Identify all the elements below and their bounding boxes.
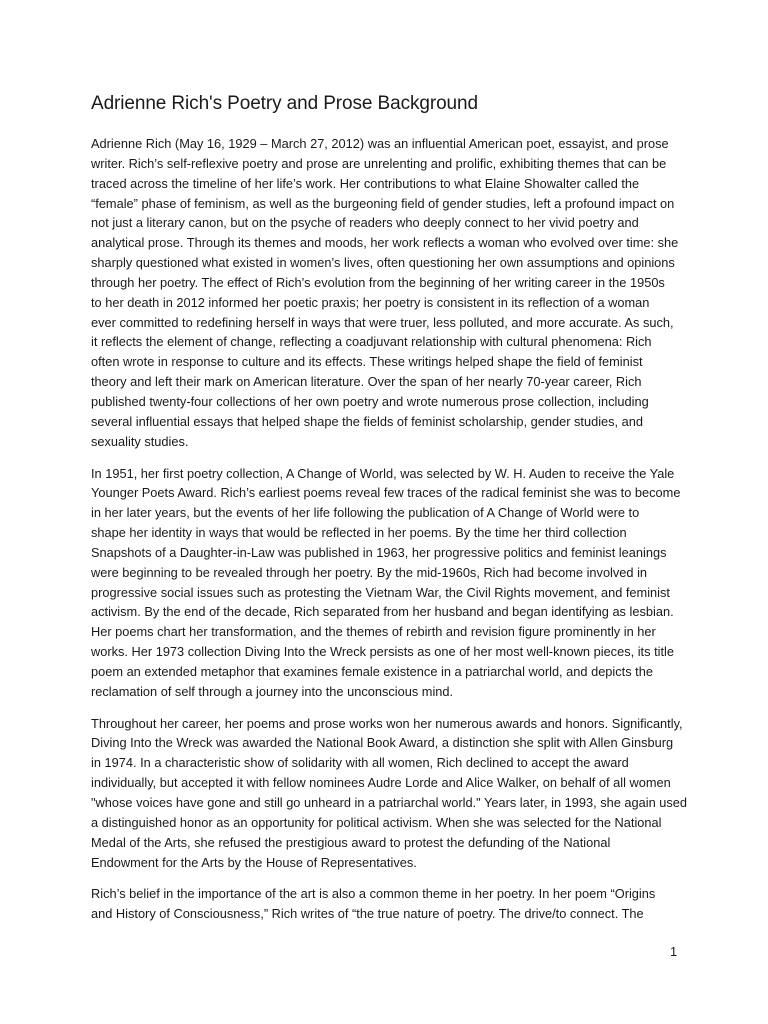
text-line: ever committed to redefining herself in ways that were truer, less polluted, and more accurate. As such, — [91, 314, 674, 330]
text-line: to her death in 2012 informed her poetic praxis; her poetry is consistent in its reflection of a woman — [91, 294, 650, 310]
text-line: sharply questioned what existed in women’s lives, often questioning her own assumptions and opinions — [91, 255, 675, 271]
paragraph — [91, 134, 691, 452]
text-line: shape her identity in ways that would be reflected in her poems. By the time her third collection — [91, 525, 627, 541]
text-line: individually, but accepted it with fellow nominees Audre Lorde and Alice Walker, on behalf of all women — [91, 775, 671, 791]
text-line: poem an extended metaphor that examines female existence in a patriarchal world, and depicts the — [91, 663, 653, 679]
text-line: Throughout her career, her poems and prose works won her numerous awards and honors. Significantly, — [91, 715, 683, 731]
text-line: progressive social issues such as protesting the Vietnam War, the Civil Rights movement, and feminist — [91, 584, 670, 600]
text-line: often wrote in response to culture and its effects. These writings helped shape the field of feminist — [91, 354, 643, 370]
text-line: In 1951, her first poetry collection, A Change of World, was selected by W. H. Auden to receive the Yale — [91, 465, 675, 481]
text-line: reclamation of self through a journey into the unconscious mind. — [91, 683, 454, 699]
text-line: through her poetry. The effect of Rich’s evolution from the beginning of her writing career in the 1950s — [91, 274, 665, 290]
document-title: Adrienne Rich's Poetry and Prose Background — [91, 93, 478, 114]
text-line: theory and left their mark on American literature. Over the span of her nearly 70-year career, Rich — [91, 374, 642, 390]
text-line: were beginning to be revealed through her poetry. By the mid-1960s, Rich had become involved in — [91, 564, 648, 580]
paragraph — [91, 464, 691, 702]
text-line: Diving Into the Wreck was awarded the National Book Award, a distinction she split with Allen Ginsburg — [91, 735, 674, 751]
text-line: “female” phase of feminism, as well as the burgeoning field of gender studies, left a profound impact on — [91, 195, 675, 211]
text-line: "whose voices have gone and still go unheard in a patriarchal world." Years later, in 1993, she again used — [91, 795, 687, 810]
text-line: Endowment for the Arts by the House of Representatives. — [91, 854, 417, 870]
text-line: not just a literary canon, but on the psyche of readers who deeply connect to her vivid poetry and — [91, 215, 639, 231]
text-line: in her later years, but the events of her life following the publication of A Change of World were to — [91, 505, 640, 521]
text-line: activism. By the end of the decade, Rich separated from her husband and began identifying as lesbian. — [91, 604, 674, 620]
text-line: Snapshots of a Daughter-in-Law was published in 1963, her progressive politics and feminist leanings — [91, 544, 667, 560]
text-line: it reflects the element of change, reflecting a coadjuvant relationship with cultural phenomena: Rich — [91, 334, 652, 350]
text-line: Her poems chart her transformation, and the themes of rebirth and revision figure prominently in her — [91, 624, 656, 640]
text-line: sexuality studies. — [91, 433, 189, 449]
text-line: Adrienne Rich (May 16, 1929 – March 27, 2012) was an influential American poet, essayist, and prose — [91, 136, 669, 151]
text-line: works. Her 1973 collection Diving Into the Wreck persists as one of her most well-known pieces, its title — [91, 644, 674, 660]
text-line: several influential essays that helped shape the fields of feminist scholarship, gender studies, and — [91, 413, 644, 429]
text-line: writer. Rich’s self-reflexive poetry and prose are unrelenting and prolific, exhibiting themes that can be — [91, 155, 667, 171]
text-line: published twenty-four collections of her own poetry and wrote numerous prose collection, including — [91, 393, 649, 409]
text-line: Medal of the Arts, she refused the prestigious award to protest the defunding of the National — [91, 834, 611, 850]
text-line: in 1974. In a characteristic show of solidarity with all women, Rich declined to accept the award — [91, 755, 629, 771]
text-line: Younger Poets Award. Rich’s earliest poems reveal few traces of the radical feminist she was to become — [91, 485, 681, 501]
document-body — [91, 134, 691, 936]
paragraph — [91, 884, 691, 924]
text-line: Rich’s belief in the importance of the art is also a common theme in her poetry. In her poem “Origins — [91, 886, 656, 902]
text-line: traced across the timeline of her life’s work. Her contributions to what Elaine Showalter called the — [91, 175, 640, 191]
page-number: 1 — [670, 944, 678, 959]
text-line: analytical prose. Through its themes and moods, her work reflects a woman who evolved over time: she — [91, 235, 679, 251]
text-line: and History of Consciousness,” Rich writes of “the true nature of poetry. The drive/to connect. The — [91, 906, 644, 922]
paragraph — [91, 714, 691, 873]
text-line: a distinguished honor as an opportunity for political activism. When she was selected for the National — [91, 814, 662, 830]
